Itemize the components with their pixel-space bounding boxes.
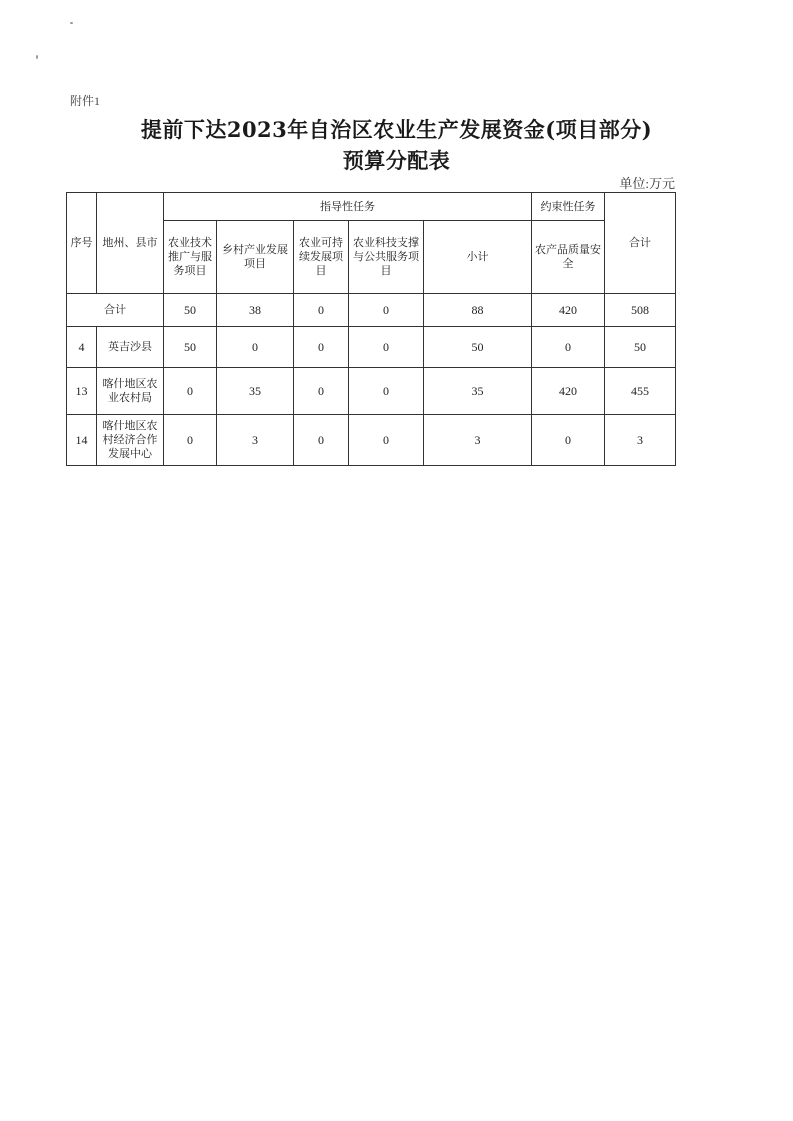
- cell-total: 508: [605, 294, 676, 327]
- cell-subtotal: 3: [424, 415, 532, 466]
- cell-quality: 420: [532, 368, 605, 415]
- document-title: 提前下达2023年自治区农业生产发展资金(项目部分): [140, 117, 653, 142]
- unit-label: 单位:万元: [619, 176, 675, 191]
- budget-table: [66, 192, 676, 466]
- cell-sci: 0: [349, 368, 424, 415]
- cell-sci: 0: [349, 327, 424, 368]
- scan-speck: [36, 55, 38, 59]
- cell-total: 3: [605, 415, 676, 466]
- header-seq: 序号: [67, 193, 97, 294]
- cell-seq: 13: [67, 368, 97, 415]
- scan-speck: [70, 22, 73, 24]
- header-binding-group: 约束性任务: [532, 193, 605, 221]
- cell-total: 50: [605, 327, 676, 368]
- total-label: 合计: [67, 294, 164, 327]
- cell-rural: 0: [217, 327, 294, 368]
- cell-sci: 0: [349, 294, 424, 327]
- cell-region: 喀什地区农村经济合作发展中心: [97, 415, 164, 466]
- cell-region: 英吉沙县: [97, 327, 164, 368]
- header-subtotal: 小计: [424, 221, 532, 294]
- cell-tech: 50: [164, 294, 217, 327]
- cell-subtotal: 35: [424, 368, 532, 415]
- table-row: [67, 415, 676, 466]
- header-sci: 农业科技支撑与公共服务项目: [349, 221, 424, 294]
- cell-tech: 0: [164, 368, 217, 415]
- cell-rural: 3: [217, 415, 294, 466]
- cell-rural: 35: [217, 368, 294, 415]
- cell-sustain: 0: [294, 327, 349, 368]
- cell-quality: 0: [532, 327, 605, 368]
- cell-sustain: 0: [294, 294, 349, 327]
- cell-subtotal: 88: [424, 294, 532, 327]
- cell-sustain: 0: [294, 415, 349, 466]
- cell-seq: 4: [67, 327, 97, 368]
- cell-subtotal: 50: [424, 327, 532, 368]
- cell-quality: 0: [532, 415, 605, 466]
- header-total: 合计: [605, 193, 676, 294]
- cell-total: 455: [605, 368, 676, 415]
- table-header-row: [67, 193, 676, 221]
- header-rural: 乡村产业发展项目: [217, 221, 294, 294]
- cell-tech: 0: [164, 415, 217, 466]
- table-total-row: [67, 294, 676, 327]
- header-sustain: 农业可持续发展项目: [294, 221, 349, 294]
- cell-sustain: 0: [294, 368, 349, 415]
- header-guiding-group: 指导性任务: [164, 193, 532, 221]
- cell-quality: 420: [532, 294, 605, 327]
- cell-region: 喀什地区农业农村局: [97, 368, 164, 415]
- header-region: 地州、县市: [97, 193, 164, 294]
- header-quality: 农产品质量安全: [532, 221, 605, 294]
- cell-sci: 0: [349, 415, 424, 466]
- cell-tech: 50: [164, 327, 217, 368]
- header-tech: 农业技术推广与服务项目: [164, 221, 217, 294]
- attachment-label: 附件1: [70, 94, 101, 108]
- document-subtitle: 预算分配表: [342, 148, 451, 173]
- table-row: [67, 368, 676, 415]
- table-row: [67, 327, 676, 368]
- cell-rural: 38: [217, 294, 294, 327]
- cell-seq: 14: [67, 415, 97, 466]
